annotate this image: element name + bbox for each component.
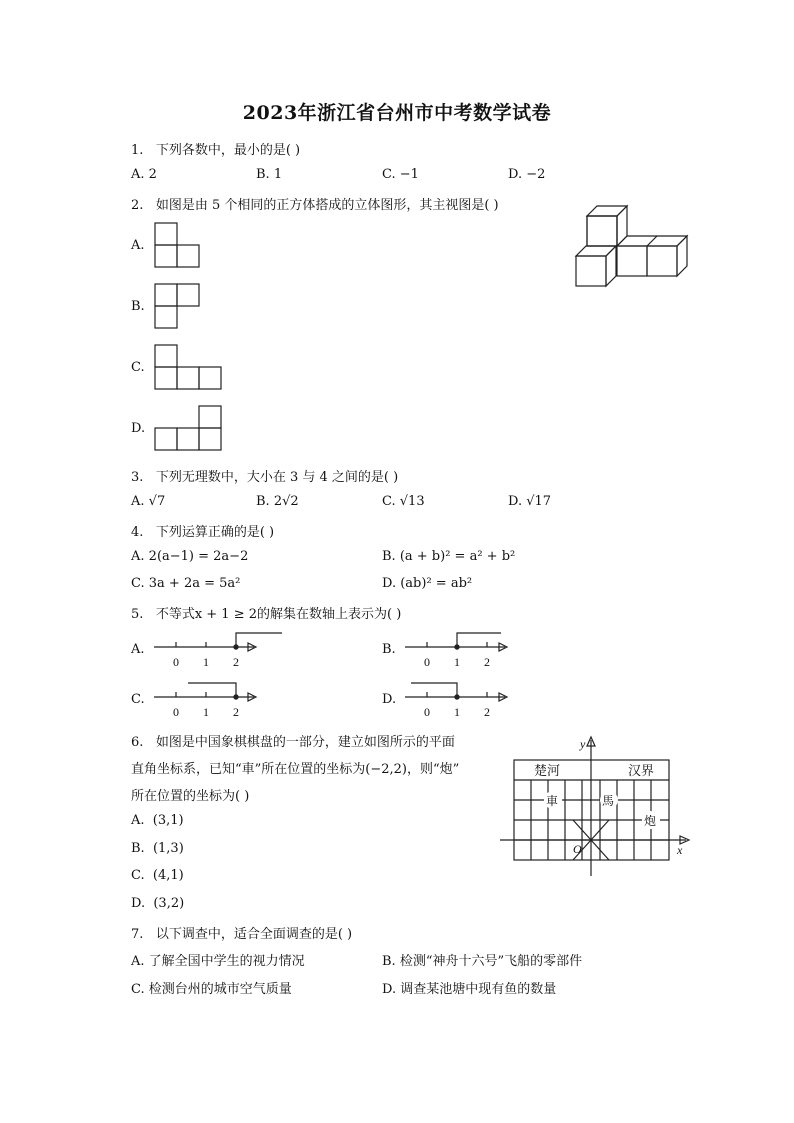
option-a: A. 2(a−1) = 2a−2 xyxy=(131,549,249,564)
question-4 xyxy=(131,521,274,540)
cube-solid-figure xyxy=(574,204,694,290)
svg-text:0: 0 xyxy=(173,705,179,719)
number-line-d xyxy=(401,680,521,720)
question-stem: 下列无理数中，大小在 3 与 4 之间的是( ) xyxy=(155,470,399,485)
tick-label-1: 1 xyxy=(203,655,209,669)
svg-text:1: 1 xyxy=(203,705,209,719)
river-left-label: 楚河 xyxy=(534,764,561,779)
option-d: D. xyxy=(131,421,146,436)
question-6 xyxy=(131,731,455,750)
option-a: A. 了解全国中学生的视力情况 xyxy=(131,954,305,969)
option-b: B. xyxy=(131,299,145,314)
question-stem: 如图是由 5 个相同的正方体搭成的立体图形，其主视图是( ) xyxy=(155,198,499,213)
option-a: A. xyxy=(131,642,145,657)
piece-horse: 馬 xyxy=(602,794,615,808)
tick-label-2: 2 xyxy=(233,655,239,669)
option-b: B. xyxy=(382,642,396,657)
option-c: C. 3a + 2a = 5a² xyxy=(131,576,241,591)
number-line-b xyxy=(401,630,521,670)
option-c: C. −1 xyxy=(382,167,419,182)
front-view-d xyxy=(154,405,224,453)
question-5 xyxy=(131,603,401,622)
option-d: D. xyxy=(382,692,397,707)
river-right-label: 汉界 xyxy=(628,764,655,779)
option-c: C. xyxy=(131,360,145,375)
option-d: D. 调查某池塘中现有鱼的数量 xyxy=(382,982,557,997)
question-number: 7. xyxy=(131,927,144,942)
tick-label-0: 0 xyxy=(173,655,179,669)
page-title: 2023年浙江省台州市中考数学试卷 xyxy=(242,102,552,124)
question-number: 4. xyxy=(131,525,144,540)
option-d: D. (3,2) xyxy=(131,896,185,911)
question-number: 2. xyxy=(131,198,144,213)
option-b: B. 2√2 xyxy=(256,494,299,509)
chess-board-figure xyxy=(500,736,700,876)
svg-text:1: 1 xyxy=(454,655,460,669)
option-d: D. √17 xyxy=(508,494,552,509)
option-b: B. (a + b)² = a² + b² xyxy=(382,549,516,564)
svg-text:2: 2 xyxy=(484,655,490,669)
option-a: A. √7 xyxy=(131,494,166,509)
piece-chariot: 車 xyxy=(546,794,559,808)
question-number: 3. xyxy=(131,470,144,485)
question-stem-line-3: 所在位置的坐标为( ) xyxy=(131,789,250,804)
option-b: B. (1,3) xyxy=(131,841,184,856)
question-stem: 以下调查中，适合全面调查的是( ) xyxy=(155,927,353,942)
front-view-b xyxy=(154,283,204,329)
svg-text:1: 1 xyxy=(454,705,460,719)
option-b: B. 1 xyxy=(256,167,283,182)
option-c: C. (4,1) xyxy=(131,868,184,883)
number-line-c xyxy=(150,680,270,720)
option-c: C. 检测台州的城市空气质量 xyxy=(131,982,292,997)
question-7 xyxy=(131,923,352,942)
svg-text:2: 2 xyxy=(484,705,490,719)
front-view-c xyxy=(154,344,224,390)
option-a: A. xyxy=(131,238,145,253)
option-c: C. xyxy=(131,692,145,707)
option-a: A. (3,1) xyxy=(131,813,184,828)
y-axis-label: y xyxy=(580,737,586,751)
option-d: D. −2 xyxy=(508,167,546,182)
piece-cannon: 炮 xyxy=(644,814,657,828)
svg-text:2: 2 xyxy=(233,705,239,719)
question-stem-line-1: 如图是中国象棋棋盘的一部分，建立如图所示的平面 xyxy=(155,735,455,750)
question-number: 5. xyxy=(131,607,144,622)
question-3 xyxy=(131,466,398,485)
option-b: B. 检测“神舟十六号”飞船的零部件 xyxy=(382,954,583,969)
svg-text:0: 0 xyxy=(424,705,430,719)
option-d: D. (ab)² = ab² xyxy=(382,576,473,591)
question-number: 6. xyxy=(131,735,144,750)
option-a: A. 2 xyxy=(131,167,157,182)
svg-text:0: 0 xyxy=(424,655,430,669)
x-axis-label: x xyxy=(677,843,683,857)
question-number: 1. xyxy=(131,143,144,158)
question-2 xyxy=(131,194,499,213)
question-stem: 不等式x + 1 ≥ 2的解集在数轴上表示为( ) xyxy=(155,607,402,622)
front-view-a xyxy=(154,222,204,268)
question-stem-line-2: 直角坐标系，已知“車”所在位置的坐标为(−2,2)，则“炮” xyxy=(131,762,460,777)
option-c: C. √13 xyxy=(382,494,425,509)
question-stem: 下列运算正确的是( ) xyxy=(155,525,275,540)
number-line-a xyxy=(150,630,290,670)
origin-label: O xyxy=(573,842,582,856)
question-1 xyxy=(131,139,300,158)
question-stem: 下列各数中，最小的是( ) xyxy=(155,143,301,158)
